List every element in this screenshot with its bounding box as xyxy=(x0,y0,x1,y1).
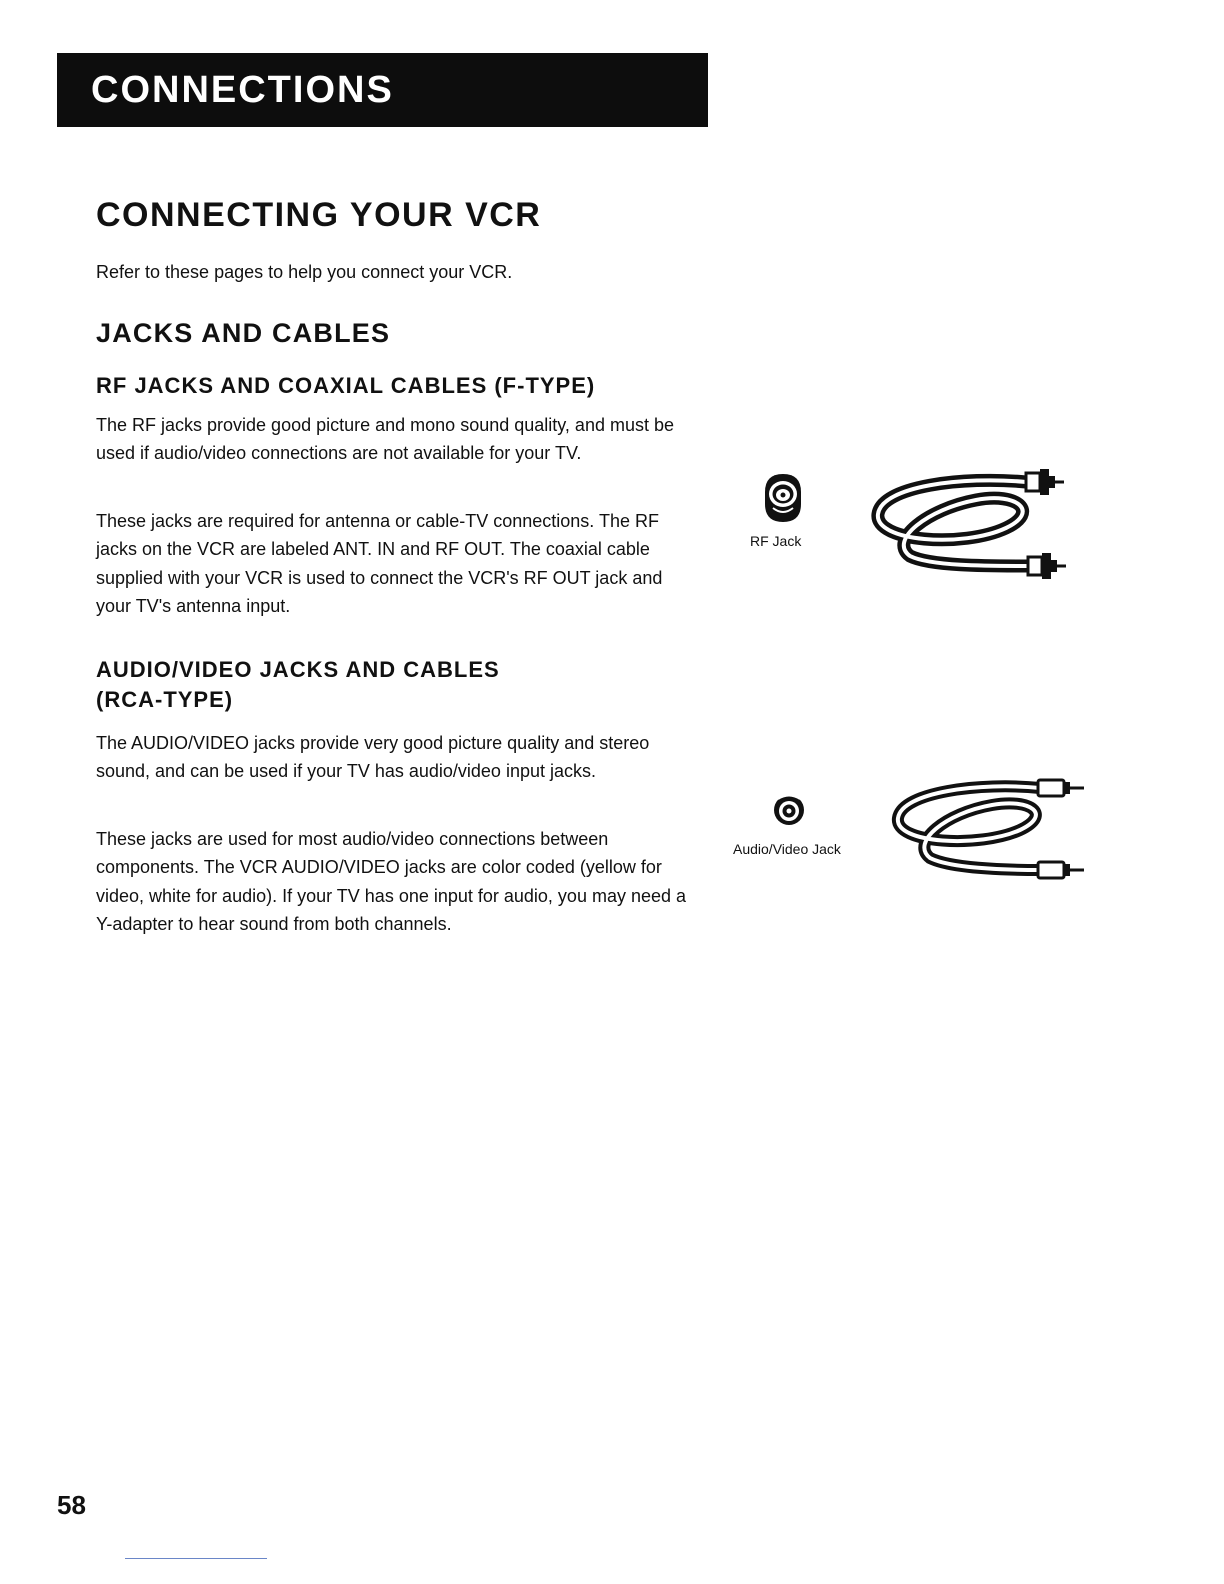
section-banner-label: CONNECTIONS xyxy=(91,69,394,111)
page-title: CONNECTING YOUR VCR xyxy=(96,196,542,234)
rf-jack-icon xyxy=(760,470,806,526)
rca-cable-icon xyxy=(888,768,1092,886)
av-jack-caption: Audio/Video Jack xyxy=(733,841,841,857)
av-jack-icon xyxy=(772,790,806,834)
page-number: 58 xyxy=(57,1490,86,1520)
coaxial-cable-icon xyxy=(868,462,1080,586)
av-heading-line-1: AUDIO/VIDEO JACKS AND CABLES xyxy=(96,657,500,682)
av-paragraph-1: The AUDIO/VIDEO jacks provide very good picture quality and stereo sound, and can be used if your TV has audio/video input jacks. xyxy=(96,733,650,782)
rf-paragraph-2: These jacks are required for antenna or cable-TV connections. The RF jacks on the VCR are labeled ANT. IN and RF OUT. The coaxial cable supplied with your VCR is used to connect the VCR's RF OUT jack and your TV's antenna input. xyxy=(96,511,663,617)
rf-jack-caption: RF Jack xyxy=(750,533,802,549)
rf-heading: RF JACKS AND COAXIAL CABLES (F-TYPE) xyxy=(96,373,596,398)
jacks-heading: JACKS AND CABLES xyxy=(96,318,391,348)
footer-rule xyxy=(125,1558,267,1559)
av-heading-line-2: (RCA-TYPE) xyxy=(96,687,234,712)
rf-paragraph-1: The RF jacks provide good picture and mono sound quality, and must be used if audio/video connections are not available for your TV. xyxy=(96,415,674,464)
intro-text: Refer to these pages to help you connect your VCR. xyxy=(96,262,513,282)
av-heading xyxy=(96,655,500,715)
av-paragraph-2: These jacks are used for most audio/video connections between components. The VCR AUDIO/VIDEO jacks are color coded (yellow for video, white for audio). If your TV has one input for audio, you may need a Y-adapter to hear sound from both channels. xyxy=(96,829,687,935)
section-banner xyxy=(57,53,708,127)
